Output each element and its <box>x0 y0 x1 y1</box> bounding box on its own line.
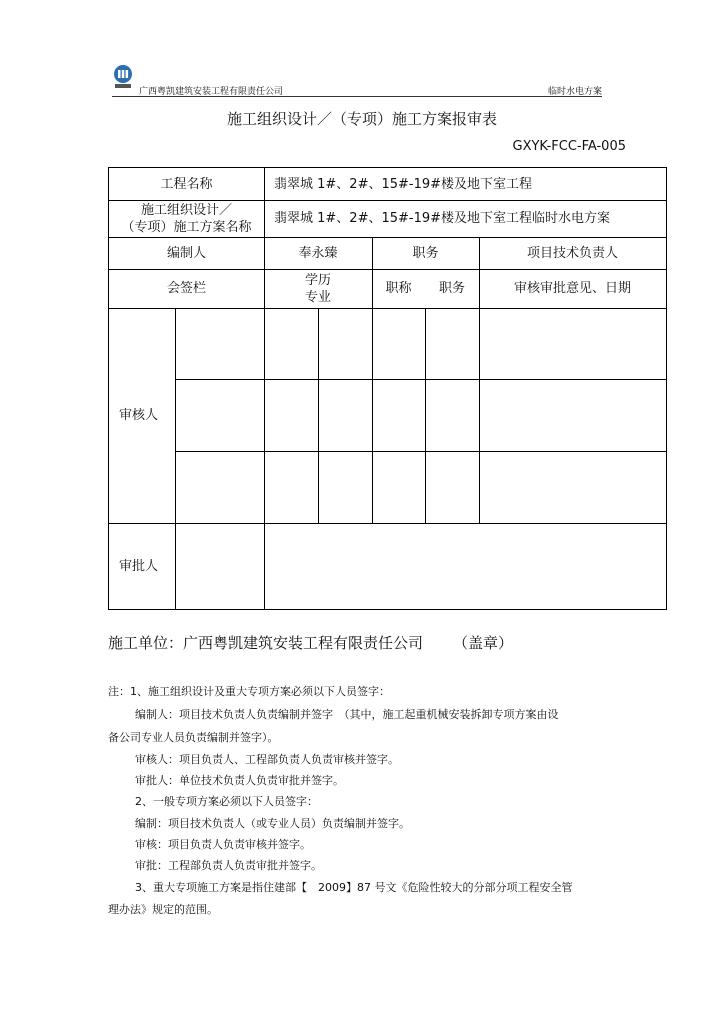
note-line: 注：1、施工组织设计及重大专项方案必须以下人员签字： <box>108 685 390 698</box>
page-header <box>112 64 602 97</box>
note-line: 审核人：项目负责人、工程部负责人负责审核并签字。 <box>135 753 399 766</box>
company-logo-icon <box>112 64 134 90</box>
note-line: 2、一般专项方案必须以下人员签字： <box>135 795 318 808</box>
row-divider <box>175 379 666 380</box>
plan-name-label-line1: 施工组织设计／ <box>140 202 232 218</box>
row-divider <box>175 451 666 452</box>
note-line: 编制：项目技术负责人（或专业人员）负责编制并签字。 <box>135 817 410 830</box>
note-line: 编制人：项目技术负责人负责编制并签字 （其中，施工起重机械安装拆卸专项方案由设 <box>135 708 559 721</box>
note-line: 3、重大专项施工方案是指住建部【 2009】87 号文《危险性较大的分部分项工程安全管 <box>135 881 573 894</box>
construction-unit-label: 施工单位：广西粤凯建筑安装工程有限责任公司 <box>108 634 424 652</box>
note-line: 审批：工程部负责人负责审批并签字。 <box>135 859 322 872</box>
title-label: 职称 <box>385 281 412 296</box>
countersign-label: 会签栏 <box>166 281 206 296</box>
note-line: 理办法》规定的范围。 <box>108 903 218 916</box>
position-value: 项目技术负责人 <box>526 245 618 261</box>
reviewer-label: 审核人 <box>119 408 159 423</box>
header-doc-type: 临时水电方案 <box>547 87 602 97</box>
row-divider <box>109 308 666 309</box>
column-divider <box>318 308 319 523</box>
header-rule <box>112 96 602 97</box>
compiler-value: 奉永臻 <box>298 245 338 261</box>
note-line: 审核：项目负责人负责审核并签字。 <box>135 838 311 851</box>
project-name-value: 翡翠城 1#、2#、15#-19#楼及地下室工程 <box>274 176 533 192</box>
row-divider <box>109 523 666 524</box>
page-title: 施工组织设计／（专项）施工方案报审表 <box>226 110 497 128</box>
column-divider <box>175 308 176 609</box>
opinion-label: 审核审批意见、日期 <box>513 281 631 296</box>
note-line: 审批人：单位技术负责人负责审批并签字。 <box>135 774 344 787</box>
note-line: 备公司专业人员负责编制并签字）。 <box>108 731 279 744</box>
position-label: 职务 <box>412 245 439 261</box>
column-divider <box>425 308 426 523</box>
project-name-label: 工程名称 <box>160 176 213 192</box>
education-major-header <box>264 269 372 308</box>
review-form-table <box>108 167 667 610</box>
plan-name-label-line2: （专项）施工方案名称 <box>121 219 252 235</box>
plan-name-value: 翡翠城 1#、2#、15#-19#楼及地下室工程临时水电方案 <box>274 211 611 226</box>
construction-unit-line <box>108 632 513 653</box>
plan-name-label <box>109 200 264 237</box>
header-company-name: 广西粤凯建筑安装工程有限责任公司 <box>139 87 284 97</box>
compiler-label: 编制人 <box>166 245 206 261</box>
approver-label: 审批人 <box>119 558 159 574</box>
education-label: 学历 <box>304 272 331 288</box>
stamp-label: （盖章） <box>453 634 514 652</box>
duty-label: 职务 <box>438 281 465 296</box>
major-label: 专业 <box>304 289 331 305</box>
form-code: GXYK-FCC-FA-005 <box>512 139 626 154</box>
